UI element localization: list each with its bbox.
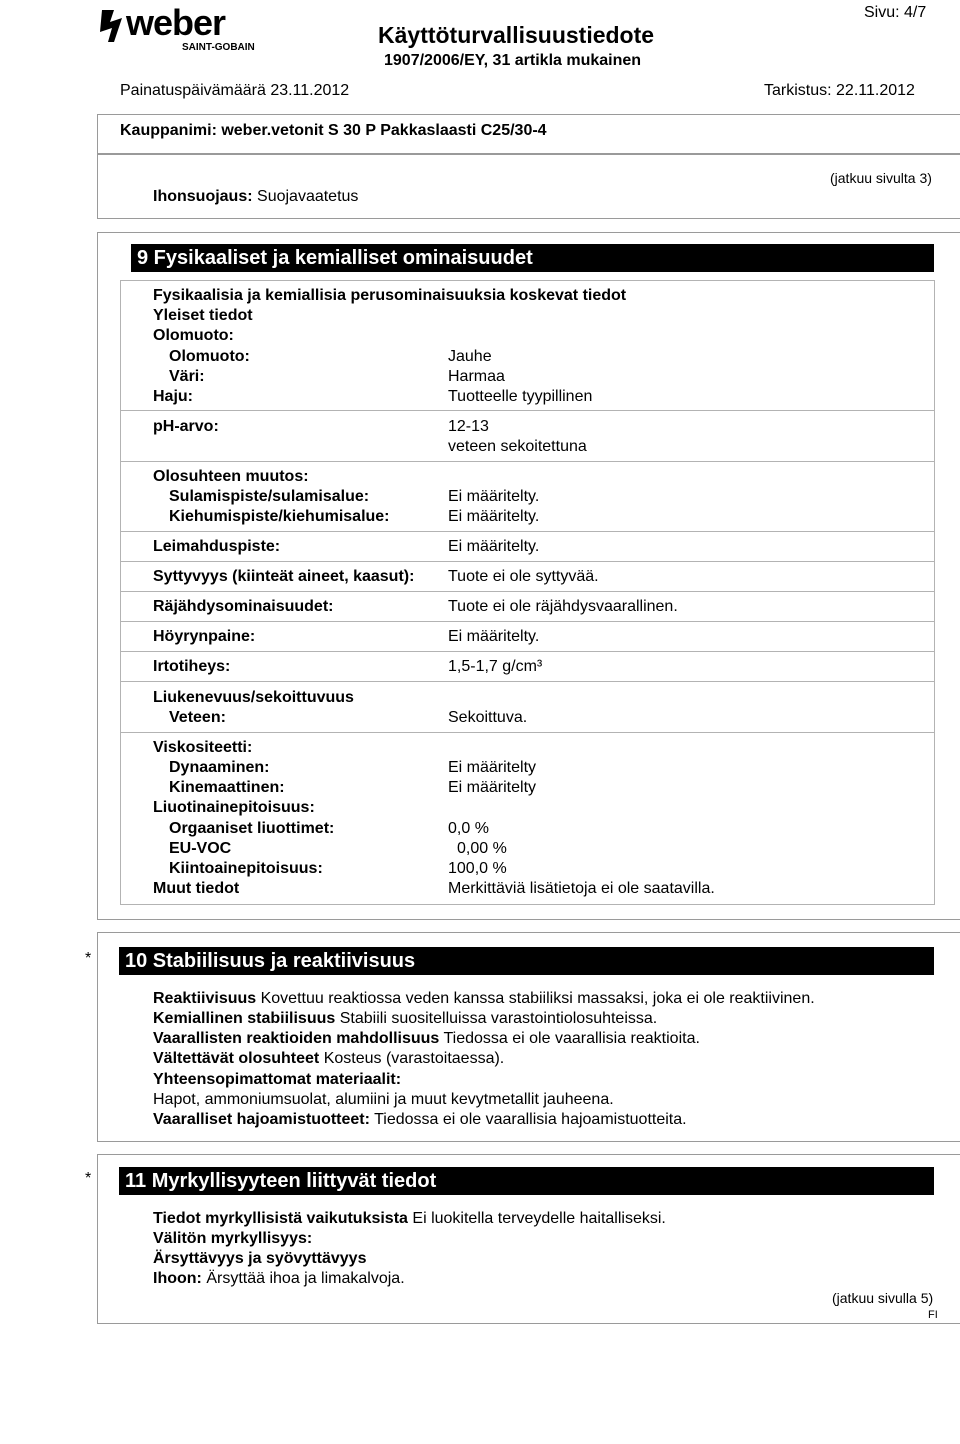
hazardous-reactions-value: Tiedossa ei ole vaarallisia reaktioita.	[443, 1030, 700, 1047]
weber-logo	[100, 2, 255, 53]
divider	[120, 561, 935, 562]
conditions-value: Kosteus (varastoitaessa).	[323, 1050, 505, 1067]
kinematic-label: Kinemaattinen:	[169, 779, 285, 796]
print-date: Painatuspäivämäärä 23.11.2012	[120, 82, 350, 99]
skin-effect	[153, 1270, 405, 1288]
incompatible-label: Yhteensopimattomat materiaalit:	[153, 1071, 402, 1088]
irritation-label: Ärsyttävyys ja syövyttävyys	[153, 1250, 367, 1267]
density-label: Irtotiheys:	[153, 658, 231, 675]
ph-note: veteen sekoitettuna	[448, 438, 587, 455]
continued-from: (jatkuu sivulta 3)	[830, 170, 932, 186]
continuation-frame	[97, 154, 960, 219]
dynamic-label: Dynaaminen:	[169, 759, 270, 776]
flash-label: Leimahduspiste:	[153, 538, 281, 555]
solubility-group-label: Liukenevuus/sekoittuvuus	[153, 689, 354, 706]
divider	[120, 621, 935, 622]
color-label: Väri:	[169, 368, 205, 385]
reactivity-label: Reaktiivisuus	[153, 990, 257, 1007]
water-label: Veteen:	[169, 709, 226, 726]
continued-to: (jatkuu sivulla 5)	[832, 1290, 934, 1306]
odor-label: Haju:	[153, 388, 193, 405]
chemical-stability	[153, 1010, 657, 1028]
divider	[120, 461, 935, 462]
solids-value: 100,0 %	[448, 860, 507, 877]
form-value: Jauhe	[448, 348, 492, 365]
water-value: Sekoittuva.	[448, 709, 528, 726]
conditions-to-avoid	[153, 1050, 504, 1068]
kinematic-value: Ei määritelty	[448, 779, 537, 796]
conditions-label: Vältettävät olosuhteet	[153, 1050, 320, 1067]
vapor-value: Ei määritelty.	[448, 628, 540, 645]
divider	[120, 651, 935, 652]
flammability-value: Tuote ei ole syttyvää.	[448, 568, 599, 585]
solvent-group-label: Liuotinainepitoisuus:	[153, 799, 315, 816]
acute-toxicity-label: Välitön myrkyllisyys:	[153, 1230, 313, 1247]
section11-title: 11 Myrkyllisyyteen liittyvät tiedot	[119, 1167, 934, 1195]
divider	[120, 732, 935, 733]
trade-name: Kauppanimi: weber.vetonit S 30 P Pakkaslaasti C25/30-4	[120, 122, 547, 139]
page-number: Sivu: 4/7	[864, 4, 927, 21]
toxic-effects-value: Ei luokitella terveydelle haitalliseksi.	[412, 1210, 666, 1227]
general-heading: Yleiset tiedot	[153, 307, 253, 324]
color-value: Harmaa	[448, 368, 505, 385]
form-label: Olomuoto:	[169, 348, 250, 365]
odor-value: Tuotteelle tyypillinen	[448, 388, 593, 405]
dynamic-value: Ei määritelty	[448, 759, 537, 776]
vapor-label: Höyrynpaine:	[153, 628, 256, 645]
boil-value: Ei määritelty.	[448, 508, 540, 525]
toxic-effects-label: Tiedot myrkyllisistä vaikutuksista	[153, 1210, 408, 1227]
incompatible-value: Hapot, ammoniumsuolat, alumiini ja muut kevytmetallit jauheena.	[153, 1091, 614, 1108]
reactivity	[153, 990, 815, 1008]
section10-change-marker: *	[85, 950, 92, 967]
viscosity-group-label: Viskositeetti:	[153, 739, 253, 756]
section11-change-marker: *	[85, 1170, 92, 1187]
section10-title: 10 Stabiilisuus ja reaktiivisuus	[119, 947, 934, 975]
flammability-label: Syttyvyys (kiinteät aineet, kaasut):	[153, 568, 415, 585]
melt-label: Sulamispiste/sulamisalue:	[169, 488, 370, 505]
explosive-value: Tuote ei ole räjähdysvaarallinen.	[448, 598, 678, 615]
other-info-label: Muut tiedot	[153, 880, 240, 897]
divider	[120, 531, 935, 532]
skin-protection-value: Suojavaatetus	[257, 188, 359, 205]
stability-label: Kemiallinen stabiilisuus	[153, 1010, 336, 1027]
skin-effect-label: Ihoon:	[153, 1270, 202, 1287]
flash-value: Ei määritelty.	[448, 538, 540, 555]
logo-sub: SAINT-GOBAIN	[182, 42, 255, 53]
solids-label: Kiintoainepitoisuus:	[169, 860, 323, 877]
document-title: Käyttöturvallisuustiedote	[378, 22, 655, 48]
organic-solvents-label: Orgaaniset liuottimet:	[169, 820, 335, 837]
divider	[120, 681, 935, 682]
skin-protection	[153, 188, 358, 206]
revision-date: Tarkistus: 22.11.2012	[764, 82, 915, 99]
skin-effect-value: Ärsyttää ihoa ja limakalvoja.	[206, 1270, 405, 1287]
state-group-label: Olosuhteen muutos:	[153, 468, 309, 485]
decomposition-label: Vaaralliset hajoamistuotteet:	[153, 1111, 370, 1128]
eu-voc-label: EU-VOC	[169, 840, 232, 857]
stability-value: Stabiili suositelluissa varastointiolosuhteissa.	[339, 1010, 658, 1027]
explosive-label: Räjähdysominaisuudet:	[153, 598, 334, 615]
document-subtitle: 1907/2006/EY, 31 artikla mukainen	[384, 52, 642, 69]
section9-title: 9 Fysikaaliset ja kemialliset ominaisuudet	[131, 244, 934, 272]
language-code: FI	[928, 1309, 938, 1321]
hazardous-reactions	[153, 1030, 700, 1048]
form-group-label: Olomuoto:	[153, 327, 234, 344]
eu-voc-value: 0,00 %	[457, 840, 507, 857]
boil-label: Kiehumispiste/kiehumisalue:	[169, 508, 390, 525]
melt-value: Ei määritelty.	[448, 488, 540, 505]
density-value: 1,5-1,7 g/cm³	[448, 658, 543, 675]
decomposition-products	[153, 1111, 687, 1129]
toxic-effects-info	[153, 1210, 666, 1228]
divider	[120, 410, 935, 411]
decomposition-value: Tiedossa ei ole vaarallisia hajoamistuotteita.	[374, 1111, 687, 1128]
ph-label: pH-arvo:	[153, 418, 219, 435]
hazardous-reactions-label: Vaarallisten reaktioiden mahdollisuus	[153, 1030, 440, 1047]
skin-protection-label: Ihonsuojaus:	[153, 188, 253, 205]
other-info-value: Merkittäviä lisätietoja ei ole saatavilla.	[448, 880, 715, 897]
ph-value: 12-13	[448, 418, 489, 435]
divider	[120, 591, 935, 592]
header-frame-top	[97, 114, 960, 154]
intro-heading: Fysikaalisia ja kemiallisia perusominaisuuksia koskevat tiedot	[153, 287, 627, 304]
reactivity-value: Kovettuu reaktiossa veden kanssa stabiiliksi massaksi, joka ei ole reaktiivinen.	[260, 990, 815, 1007]
organic-solvents-value: 0,0 %	[448, 820, 489, 837]
logo-text: weber	[126, 2, 226, 43]
